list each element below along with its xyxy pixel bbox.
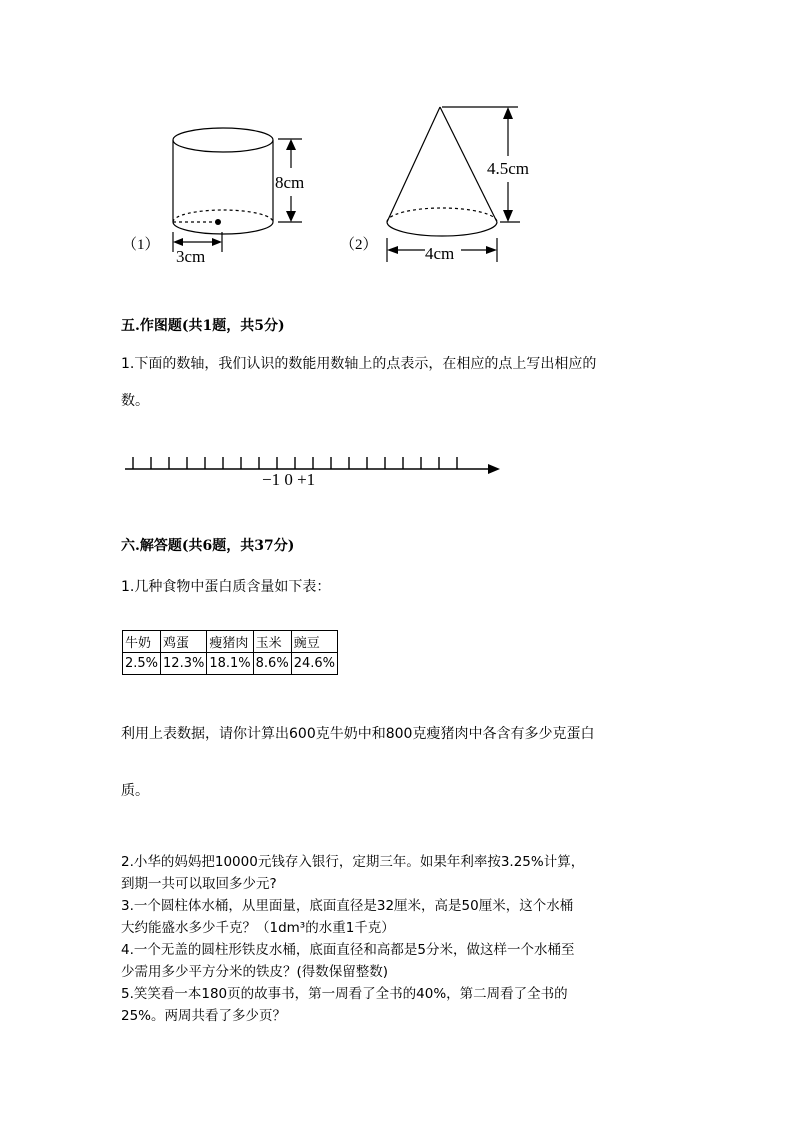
section-five-q1-line2: 数。 (121, 393, 149, 409)
figure-label-2: （2） (340, 237, 378, 253)
cone-base-back (387, 208, 497, 222)
cylinder-center-dot (215, 219, 221, 225)
table-header-cell: 玉米 (253, 631, 291, 653)
table-cell: 8.6% (253, 653, 291, 675)
figure-label-1: （1） (122, 237, 160, 253)
section-five-q1-line1: 1.下面的数轴，我们认识的数能用数轴上的点表示，在相应的点上写出相应的 (121, 356, 597, 372)
section-six-q1-task-line1: 利用上表数据，请你计算出600克牛奶中和800克瘦猪肉中各含有多少克蛋白 (121, 726, 595, 742)
cylinder-bottom-back (173, 210, 273, 222)
section-five-heading: 五.作图题(共1题，共5分) (121, 318, 285, 334)
question-2-line2: 到期一共可以取回多少元? (121, 876, 277, 892)
section-six-q1-task-line2: 质。 (121, 783, 149, 799)
cone-diameter-label: 4cm (425, 244, 455, 263)
table-header-cell: 鸡蛋 (161, 631, 207, 653)
section-six-q1: 1.几种食物中蛋白质含量如下表： (121, 579, 331, 595)
table-cell: 2.5% (123, 653, 161, 675)
table-header-row (123, 631, 338, 653)
cylinder-bottom-front (173, 222, 273, 234)
table-row (123, 653, 338, 675)
cone-height-label: 4.5cm (487, 159, 530, 178)
number-line-arrow (488, 464, 500, 474)
table-header-cell: 牛奶 (123, 631, 161, 653)
question-4-line2: 少需用多少平方分米的铁皮？(得数保留整数) (121, 964, 389, 980)
cylinder-top (173, 128, 273, 152)
question-3-line2: 大约能盛水多少千克？（1dm³的水重1千克） (121, 920, 395, 936)
protein-table (122, 630, 338, 675)
table-header-cell: 豌豆 (291, 631, 337, 653)
table-cell: 18.1% (207, 653, 253, 675)
cone-left-edge (387, 107, 440, 222)
question-5-line2: 25%。两周共看了多少页？ (121, 1008, 287, 1024)
cylinder-radius-label: 3cm (176, 247, 206, 266)
cone-base-front (387, 222, 497, 236)
table-cell: 24.6% (291, 653, 337, 675)
geometry-figures (0, 0, 794, 300)
question-4-line1: 4.一个无盖的圆柱形铁皮水桶，底面直径和高都是5分米，做这样一个水桶至 (121, 942, 575, 958)
question-5-line1: 5.笑笑看一本180页的故事书，第一周看了全书的40%，第二周看了全书的 (121, 986, 568, 1002)
question-2-line1: 2.小华的妈妈把10000元钱存入银行，定期三年。如果年利率按3.25%计算， (121, 854, 585, 870)
question-3-line1: 3.一个圆柱体水桶，从里面量，底面直径是32厘米，高是50厘米，这个水桶 (121, 898, 574, 914)
table-cell: 12.3% (161, 653, 207, 675)
cylinder-height-label: 8cm (275, 173, 305, 192)
number-line-labels: −1 0 +1 (262, 470, 316, 489)
section-six-heading: 六.解答题(共6题，共37分) (121, 538, 295, 554)
table-header-cell: 瘦猪肉 (207, 631, 253, 653)
